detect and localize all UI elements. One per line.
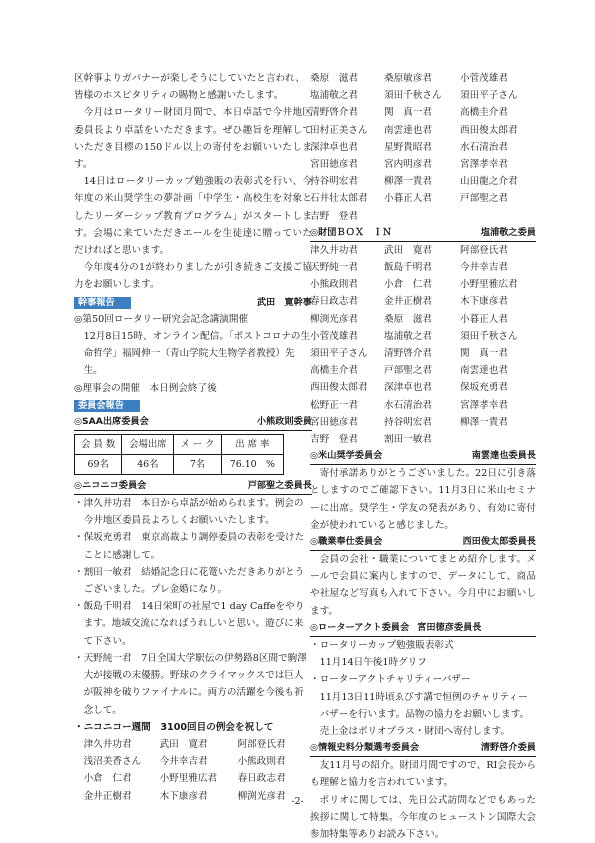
- intro-paragraph-4: 今年度4分の1が終わりましたが引き続きご支援ご協力をお願いします。: [74, 262, 312, 291]
- member-name: 須田千秋さん: [384, 90, 442, 102]
- member-name: 西田俊太郎君: [460, 124, 518, 136]
- member-name: 今井幸吉君: [159, 756, 208, 768]
- member-name: 柳澤一貴君: [460, 416, 508, 428]
- member-name: 小野里雅広君: [460, 279, 518, 291]
- niko-header: [74, 478, 312, 495]
- member-name: 清野啓介君: [310, 107, 358, 119]
- member-name: 水石清治君: [460, 141, 508, 153]
- saa-person: 小熊政則委員: [256, 416, 312, 428]
- member-name: 石井壮太郎君: [310, 193, 368, 205]
- member-name: 春日政志君: [237, 773, 286, 785]
- member-name: 戸部聖之君: [460, 193, 508, 205]
- shokugyo-person: 西田俊太郎委員長: [462, 536, 536, 548]
- member-name: 木下康彦君: [159, 790, 208, 802]
- rotaract-item: ・ロータリーカップ勉強販表彰式: [310, 639, 454, 651]
- intro-paragraph-2: 今月はロータリー財団月間で、本日卓話で今井地区委員長より卓話をいただきます。ぜひ趣旨を理解していただき目標の150ドル以上の寄付をお願いいたします。: [74, 107, 312, 171]
- member-name: 清野啓介君: [384, 348, 432, 360]
- shokugyo-text: 会員の会社・職業についてまとめ紹介します。メールで会員に案内しますので、データにして、商品や社屋など写真も入れて下さい。今月中にお願いします。: [310, 554, 536, 617]
- kanji-item-3: ◎理事会の開催 本日例会終了後: [74, 382, 217, 394]
- member-name: 宮澤孝幸君: [460, 159, 508, 171]
- member-name: 吉野 登君: [310, 210, 358, 222]
- niko-item: ・保坂充勇君 東京高裁より調停委員の表彰を受けたことに感謝して。: [74, 532, 305, 561]
- member-name: 須田平子さん: [460, 90, 518, 102]
- kanji-report-chip: 幹事報告: [74, 297, 131, 309]
- foundation-person: 塩浦敬之委員: [480, 226, 536, 238]
- yoneyama-title: ◎米山奨学委員会: [310, 450, 383, 462]
- kanji-report-header: [74, 294, 312, 311]
- saa-title: ◎SAA出席委員会: [74, 416, 149, 428]
- kanji-item-1: ◎第50回ロータリー研究会記念講演開催: [74, 313, 249, 325]
- niko-item: ・津久井功君 本日から卓話が始められます。例会の今井地区委員長よろしくお願いいたします。: [74, 498, 304, 527]
- foundation-header: [310, 225, 536, 242]
- member-name: 松野正一君: [310, 399, 358, 411]
- joho-paragraph: 友11月号の紹介。財団月間ですので、RI会長からも理解と協力を言われています。: [310, 760, 536, 789]
- member-name: 阿部登氏君: [460, 244, 508, 256]
- member-name: 浅沼美香さん: [83, 756, 142, 768]
- rotaract-item: 11月13日11時頃ゑびす講で恒例のチャリティーバザーを行います。品物の協力をお願いします。売上金はポリオプラス・財団へ寄付します。: [319, 691, 530, 737]
- shokugyo-header: [310, 534, 536, 551]
- kanji-item-2: 12月8日15時、オンライン配信。「ポストコロナの生命哲学」福岡伸一（青山学院大生物学者教授）先生。: [83, 331, 311, 377]
- member-name: 南雲達也君: [460, 365, 508, 377]
- yoneyama-person: 南雲達也委員長: [471, 450, 536, 462]
- member-name: 高橋圭介君: [310, 365, 358, 377]
- member-name: 金井正樹君: [83, 790, 132, 802]
- rotaract-header: [310, 620, 536, 637]
- attendance-value-cell: 69名: [75, 455, 122, 475]
- member-name: 塩浦敬之君: [384, 330, 432, 342]
- member-name: 小倉 仁君: [83, 773, 132, 785]
- rotaract-person: 宮田徳彦委員長: [417, 621, 482, 633]
- member-name: 宮田徳彦君: [310, 159, 358, 171]
- saa-header: [74, 414, 312, 431]
- niko-title: ◎ニコニコ委員会: [74, 480, 147, 492]
- joho-person: 清野啓介委員: [480, 742, 536, 754]
- intro-paragraph-1: 区幹事よりガバナーが楽しそうにしていたと言われ、皆様のホスピタリティの賜物と感謝いたします。: [74, 73, 305, 102]
- member-name: 武田 寛君: [384, 244, 432, 256]
- attendance-header-cell: 出 席 率: [221, 435, 283, 455]
- member-name: 持谷明宏君: [384, 416, 432, 428]
- member-name: 須田千秋さん: [460, 330, 518, 342]
- rotaract-title: ◎ローターアクト委員会: [310, 621, 410, 633]
- member-name: 小暮正人君: [460, 313, 508, 325]
- committee-report-chip: 委員会報告: [74, 400, 140, 412]
- yoneyama-header: [310, 448, 536, 465]
- member-name: 柳澤一貴君: [384, 176, 432, 188]
- member-name: 桑原 滋君: [384, 313, 432, 325]
- member-name: 須田平子さん: [310, 348, 368, 360]
- niko-names-continued-grid: [310, 70, 536, 225]
- member-name: 武田 寛君: [159, 738, 208, 750]
- member-name: 今井幸吉君: [460, 262, 508, 274]
- member-name: 関 真一君: [384, 107, 432, 119]
- joho-header: [310, 740, 536, 757]
- member-name: 小熊政則君: [310, 279, 358, 291]
- yoneyama-text: 寄付承諾ありがとうございました。22日に引き落としますのでご確認下さい。11月3日に米山セミナーに出席。奨学生・学友の発表があり、有効に寄付金が使われていると感じました。: [310, 468, 536, 531]
- kanji-report-person: 武田 寛幹事: [256, 296, 312, 308]
- member-name: 小暮正人君: [384, 193, 432, 205]
- page-number: -2-: [291, 796, 304, 807]
- shokugyo-title: ◎職業奉仕委員会: [310, 536, 383, 548]
- member-name: 吉野 登君: [310, 434, 358, 446]
- member-name: 塩浦敬之君: [310, 90, 358, 102]
- member-name: 南雲達也君: [384, 124, 432, 136]
- member-name: 山田龍之介君: [460, 176, 518, 188]
- member-name: 天野純一君: [310, 262, 358, 274]
- niko-person: 戸部聖之委員長: [247, 480, 312, 492]
- intro-paragraph-3: 14日はロータリーカップ勉強販の表彰式を行い、今年度の米山奨学生の夢計画「中学生・高校生を対象としたリーダーシップ教育プログラム」がスタートします。会場に来ていただきエールを生徒達に贈っていただければと思います。: [74, 176, 312, 257]
- member-name: 春日政志君: [310, 296, 358, 308]
- joho-title: ◎情報史料分類選考委員会: [310, 742, 420, 754]
- right-column: [310, 70, 536, 843]
- niko-names-grid: [74, 736, 312, 805]
- rotaract-item: 11月14日午後1時グリフ: [319, 657, 427, 669]
- joho-paragraph: ポリオに関しては、先日公式訪問などでもあった挨拶に関して特集。今年度のヒューストン国際大会参加特集等ありお読み下さい。: [310, 794, 536, 840]
- member-name: 小菅茂雄君: [310, 330, 358, 342]
- attendance-header-cell: 会 員 数: [75, 435, 122, 455]
- member-name: 柳渕光彦君: [310, 313, 358, 325]
- member-name: 津久井功君: [310, 244, 358, 256]
- member-name: 柳渕光彦君: [237, 790, 286, 802]
- member-name: 宮田徳彦君: [310, 416, 358, 428]
- member-name: 小菅茂雄君: [460, 73, 508, 84]
- foundation-names-grid: [310, 242, 536, 448]
- member-name: 西田俊太郎君: [310, 382, 368, 394]
- member-name: 宮内明彦君: [384, 159, 432, 171]
- member-name: 深津卓也君: [310, 141, 358, 153]
- member-name: 金井正樹君: [384, 296, 432, 308]
- member-name: 桑原敏彦君: [384, 73, 432, 84]
- member-name: 阿部登氏君: [237, 738, 286, 750]
- member-name: 小倉 仁君: [384, 279, 432, 291]
- member-name: 宮澤孝幸君: [460, 399, 508, 411]
- niko-item: ・飯島千明君 14日栄町の社屋で1 day Caffeをやります。地域交流になればうれしいと思い。遊びに来て下さい。: [74, 601, 305, 647]
- attendance-header-cell: メ ー ク: [174, 435, 221, 455]
- niko-item: ・割田一敏君 結婚記念日に花篭いただきありがとうございました。プレ金婚になり。: [74, 566, 305, 596]
- attendance-value-cell: 7名: [174, 455, 221, 475]
- member-name: 星野貴昭君: [384, 141, 432, 153]
- attendance-header-row: [75, 435, 284, 455]
- member-name: 関 真一君: [460, 348, 508, 360]
- member-name: 高橋圭介君: [460, 107, 508, 119]
- rotaract-item: ・ローターアクトチャリティーバザー: [310, 674, 471, 686]
- member-name: 田村正美さん: [310, 124, 368, 136]
- member-name: 木下康彦君: [460, 296, 508, 308]
- member-name: 保坂充勇君: [460, 382, 508, 394]
- attendance-value-row: [75, 455, 284, 475]
- attendance-table: [74, 434, 284, 475]
- attendance-header-cell: 会場出席: [122, 435, 174, 455]
- foundation-title: ◎財団ＢＯＸ ＩＮ: [310, 226, 392, 238]
- member-name: 小野里雅広君: [159, 773, 218, 785]
- member-name: 津久井功君: [83, 738, 132, 750]
- attendance-value-cell: 76.10 %: [221, 455, 283, 475]
- member-name: 持谷明宏君: [310, 176, 358, 188]
- niko-week-title: ・ニコニコー週間 3100回目の例会を祝して: [74, 721, 274, 733]
- member-name: 飯島千明君: [384, 262, 432, 274]
- member-name: 小熊政則君: [237, 756, 286, 768]
- member-name: 割田一敏君: [384, 434, 432, 446]
- left-column: [74, 70, 312, 805]
- attendance-value-cell: 46名: [122, 455, 174, 475]
- member-name: 深津卓也君: [384, 382, 432, 394]
- member-name: 桑原 滋君: [310, 73, 358, 84]
- niko-item: ・天野純一君 7日全国大学駅伝の伊勢路8区間で駒澤大が接戦の末優勝。野球のクライマックスでは巨人が阪神を破りファイナルに。両方の活躍を今後も祈念して。: [74, 652, 307, 716]
- member-name: 水石清治君: [384, 399, 432, 411]
- member-name: 戸部聖之君: [384, 365, 432, 377]
